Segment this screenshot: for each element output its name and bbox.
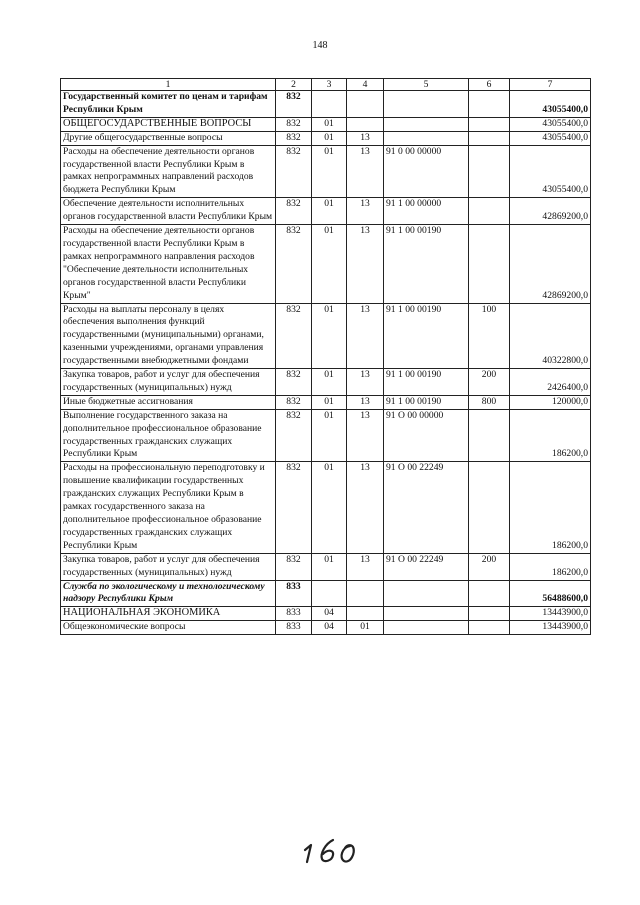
subsection-cell: 13 <box>347 198 384 225</box>
row-name-cell: Закупка товаров, работ и услуг для обеспечения государственных (муниципальных) нужд <box>61 553 276 580</box>
section-cell: 04 <box>312 621 347 635</box>
header-col-4: 4 <box>347 79 384 91</box>
expense-type-cell: 800 <box>469 395 510 409</box>
table-row <box>61 303 591 369</box>
section-cell: 01 <box>312 145 347 198</box>
table-row <box>61 395 591 409</box>
target-article-cell: 91 О 00 22249 <box>384 553 469 580</box>
subsection-cell: 13 <box>347 131 384 145</box>
row-name-cell: Расходы на выплаты персоналу в целях обеспечения выполнения функций государственными (муниципальными) органами, казенными учреждениями, органами управления государственными внебюджетными фондами <box>61 303 276 369</box>
amount-cell: 42869200,0 <box>510 225 591 303</box>
code-cell: 832 <box>276 553 312 580</box>
code-cell: 832 <box>276 117 312 131</box>
table-row <box>61 225 591 303</box>
section-cell: 01 <box>312 131 347 145</box>
header-col-7: 7 <box>510 79 591 91</box>
row-name-cell: ОБЩЕГОСУДАРСТВЕННЫЕ ВОПРОСЫ <box>61 117 276 131</box>
amount-cell: 43055400,0 <box>510 145 591 198</box>
expense-type-cell <box>469 131 510 145</box>
target-article-cell: 91 1 00 00190 <box>384 369 469 396</box>
row-name-cell: Государственный комитет по ценам и тарифам Республики Крым <box>61 91 276 118</box>
subsection-cell: 13 <box>347 369 384 396</box>
section-cell <box>312 580 347 607</box>
expense-type-cell: 200 <box>469 553 510 580</box>
table-row <box>61 91 591 118</box>
header-col-5: 5 <box>384 79 469 91</box>
code-cell: 832 <box>276 462 312 553</box>
row-name-cell: Иные бюджетные ассигнования <box>61 395 276 409</box>
table-row <box>61 117 591 131</box>
section-cell: 04 <box>312 607 347 621</box>
code-cell: 833 <box>276 607 312 621</box>
expense-type-cell <box>469 607 510 621</box>
row-name-cell: Закупка товаров, работ и услуг для обеспечения государственных (муниципальных) нужд <box>61 369 276 396</box>
expense-type-cell <box>469 225 510 303</box>
amount-cell: 186200,0 <box>510 553 591 580</box>
expense-type-cell <box>469 117 510 131</box>
section-cell: 01 <box>312 117 347 131</box>
expense-type-cell <box>469 580 510 607</box>
subsection-cell <box>347 91 384 118</box>
amount-cell: 13443900,0 <box>510 607 591 621</box>
table-header-row <box>61 79 591 91</box>
row-name-cell: НАЦИОНАЛЬНАЯ ЭКОНОМИКА <box>61 607 276 621</box>
target-article-cell: 91 О 00 00000 <box>384 409 469 462</box>
target-article-cell <box>384 580 469 607</box>
target-article-cell <box>384 621 469 635</box>
target-article-cell: 91 1 00 00190 <box>384 395 469 409</box>
header-col-6: 6 <box>469 79 510 91</box>
expense-type-cell <box>469 145 510 198</box>
amount-cell: 13443900,0 <box>510 621 591 635</box>
section-cell <box>312 91 347 118</box>
table-row <box>61 369 591 396</box>
code-cell: 832 <box>276 395 312 409</box>
expense-type-cell: 200 <box>469 369 510 396</box>
code-cell: 832 <box>276 131 312 145</box>
table-row <box>61 409 591 462</box>
target-article-cell: 91 0 00 00000 <box>384 145 469 198</box>
amount-cell: 40322800,0 <box>510 303 591 369</box>
code-cell: 832 <box>276 409 312 462</box>
expense-type-cell: 100 <box>469 303 510 369</box>
expense-type-cell <box>469 621 510 635</box>
handwritten-page-number <box>295 826 385 866</box>
header-col-3: 3 <box>312 79 347 91</box>
row-name-cell: Расходы на профессиональную переподготовку и повышение квалификации государственных гражданских служащих Республики Крым в рамках государственного заказа на дополнительное профессиональное образование государственных гражданских служащих Республики Крым <box>61 462 276 553</box>
subsection-cell: 13 <box>347 553 384 580</box>
amount-cell: 186200,0 <box>510 409 591 462</box>
code-cell: 832 <box>276 303 312 369</box>
amount-cell: 186200,0 <box>510 462 591 553</box>
amount-cell: 43055400,0 <box>510 91 591 118</box>
table-row <box>61 462 591 553</box>
section-cell: 01 <box>312 225 347 303</box>
target-article-cell: 91 1 00 00000 <box>384 198 469 225</box>
subsection-cell: 13 <box>347 409 384 462</box>
section-cell: 01 <box>312 462 347 553</box>
expense-type-cell <box>469 409 510 462</box>
subsection-cell <box>347 580 384 607</box>
table-row <box>61 198 591 225</box>
row-name-cell: Расходы на обеспечение деятельности органов государственной власти Республики Крым в рамках непрограммных направлений расходов бюджета Республики Крым <box>61 145 276 198</box>
code-cell: 833 <box>276 621 312 635</box>
subsection-cell: 13 <box>347 225 384 303</box>
section-cell: 01 <box>312 369 347 396</box>
target-article-cell: 91 О 00 22249 <box>384 462 469 553</box>
subsection-cell <box>347 117 384 131</box>
section-cell: 01 <box>312 198 347 225</box>
header-col-1: 1 <box>61 79 276 91</box>
row-name-cell: Служба по экологическому и технологическому надзору Республики Крым <box>61 580 276 607</box>
header-col-2: 2 <box>276 79 312 91</box>
table-row <box>61 131 591 145</box>
table-row <box>61 553 591 580</box>
row-name-cell: Расходы на обеспечение деятельности органов государственной власти Республики Крым в рамках непрограммного направления расходов "Обеспечение деятельности исполнительных органов государственной власти Республики Крым" <box>61 225 276 303</box>
amount-cell: 56488600,0 <box>510 580 591 607</box>
code-cell: 832 <box>276 225 312 303</box>
page-number: 148 <box>312 40 328 51</box>
expense-type-cell <box>469 91 510 118</box>
code-cell: 833 <box>276 580 312 607</box>
subsection-cell: 13 <box>347 462 384 553</box>
table-row <box>61 607 591 621</box>
section-cell: 01 <box>312 303 347 369</box>
code-cell: 832 <box>276 145 312 198</box>
target-article-cell <box>384 607 469 621</box>
target-article-cell: 91 1 00 00190 <box>384 225 469 303</box>
amount-cell: 120000,0 <box>510 395 591 409</box>
row-name-cell: Общеэкономические вопросы <box>61 621 276 635</box>
subsection-cell: 13 <box>347 303 384 369</box>
amount-cell: 43055400,0 <box>510 117 591 131</box>
section-cell: 01 <box>312 395 347 409</box>
expense-type-cell <box>469 462 510 553</box>
row-name-cell: Выполнение государственного заказа на дополнительное профессиональное образование государственных гражданских служащих Республики Крым <box>61 409 276 462</box>
row-name-cell: Обеспечение деятельности исполнительных органов государственной власти Республики Крым <box>61 198 276 225</box>
section-cell: 01 <box>312 553 347 580</box>
table-row <box>61 621 591 635</box>
expense-type-cell <box>469 198 510 225</box>
table-row <box>61 145 591 198</box>
code-cell: 832 <box>276 198 312 225</box>
row-name-cell: Другие общегосударственные вопросы <box>61 131 276 145</box>
target-article-cell <box>384 131 469 145</box>
subsection-cell: 13 <box>347 145 384 198</box>
subsection-cell <box>347 607 384 621</box>
code-cell: 832 <box>276 369 312 396</box>
target-article-cell <box>384 117 469 131</box>
target-article-cell: 91 1 00 00190 <box>384 303 469 369</box>
target-article-cell <box>384 91 469 118</box>
amount-cell: 42869200,0 <box>510 198 591 225</box>
code-cell: 832 <box>276 91 312 118</box>
table-row <box>61 580 591 607</box>
budget-table-body <box>61 79 591 635</box>
section-cell: 01 <box>312 409 347 462</box>
amount-cell: 2426400,0 <box>510 369 591 396</box>
amount-cell: 43055400,0 <box>510 131 591 145</box>
subsection-cell: 01 <box>347 621 384 635</box>
subsection-cell: 13 <box>347 395 384 409</box>
budget-table <box>60 78 591 635</box>
